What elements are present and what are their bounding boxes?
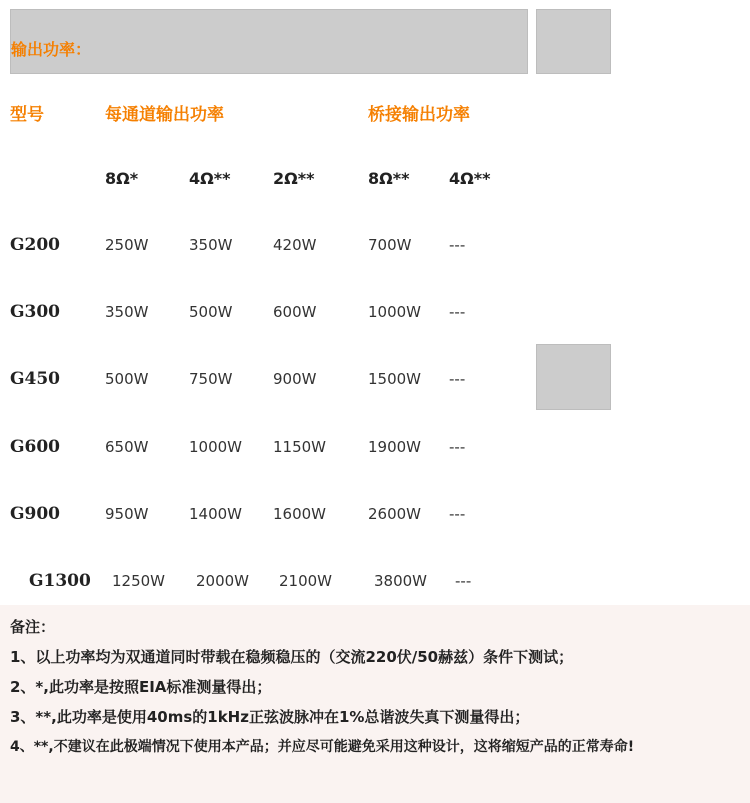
note-line: 4、**,不建议在此极端情况下使用本产品；并应尽可能避免采用这种设计，这将缩短产品的正常寿命! — [10, 739, 635, 755]
header-bridge: 桥接输出功率 — [368, 105, 470, 125]
model-name: G600 — [10, 437, 61, 457]
table-cell: 1600W — [273, 505, 327, 523]
load-bridge-8ohm: 8Ω** — [368, 169, 410, 188]
table-cell: 500W — [105, 370, 149, 388]
table-cell: 2100W — [279, 572, 333, 590]
table-cell: 2000W — [196, 572, 250, 590]
table-cell: 1900W — [368, 438, 422, 456]
model-name: G200 — [10, 235, 61, 255]
image-placeholder-middle — [536, 344, 611, 410]
notes-panel — [0, 605, 750, 803]
table-cell: 600W — [273, 303, 317, 321]
table-cell: 1250W — [112, 572, 166, 590]
model-name: G300 — [10, 302, 61, 322]
table-cell: 1150W — [273, 438, 327, 456]
table-cell: 1400W — [189, 505, 243, 523]
table-cell: 350W — [189, 236, 233, 254]
table-cell: --- — [449, 303, 466, 321]
load-4ohm: 4Ω** — [189, 169, 231, 188]
table-cell: --- — [449, 370, 466, 388]
table-cell: 350W — [105, 303, 149, 321]
image-placeholder-top — [536, 9, 611, 74]
model-name: G1300 — [29, 571, 91, 591]
table-cell: --- — [449, 236, 466, 254]
note-line: 3、**,此功率是使用40ms的1kHz正弦波脉冲在1%总谐波失真下测量得出； — [10, 708, 530, 726]
table-cell: 1000W — [368, 303, 422, 321]
model-name: G900 — [10, 504, 61, 524]
table-cell: 650W — [105, 438, 149, 456]
table-cell: 420W — [273, 236, 317, 254]
table-cell: 1000W — [189, 438, 243, 456]
table-cell: 2600W — [368, 505, 422, 523]
table-cell: 700W — [368, 236, 412, 254]
table-cell: --- — [455, 572, 472, 590]
table-cell: 1500W — [368, 370, 422, 388]
load-bridge-4ohm: 4Ω** — [449, 169, 491, 188]
table-cell: --- — [449, 505, 466, 523]
section-banner — [10, 9, 528, 74]
table-cell: 750W — [189, 370, 233, 388]
header-per-channel: 每通道输出功率 — [105, 105, 224, 125]
table-cell: 900W — [273, 370, 317, 388]
table-cell: 950W — [105, 505, 149, 523]
load-2ohm: 2Ω** — [273, 169, 315, 188]
table-cell: --- — [449, 438, 466, 456]
table-cell: 250W — [105, 236, 149, 254]
header-model: 型号 — [10, 105, 44, 125]
table-cell: 500W — [189, 303, 233, 321]
section-title: 输出功率： — [11, 40, 92, 59]
note-line: 2、*,此功率是按照EIA标准测量得出； — [10, 678, 272, 696]
note-line: 1、以上功率均为双通道同时带载在稳频稳压的（交流220伏/50赫兹）条件下测试； — [10, 648, 574, 666]
load-8ohm: 8Ω* — [105, 169, 139, 188]
model-name: G450 — [10, 369, 61, 389]
notes-title: 备注： — [10, 618, 56, 636]
table-cell: 3800W — [374, 572, 428, 590]
